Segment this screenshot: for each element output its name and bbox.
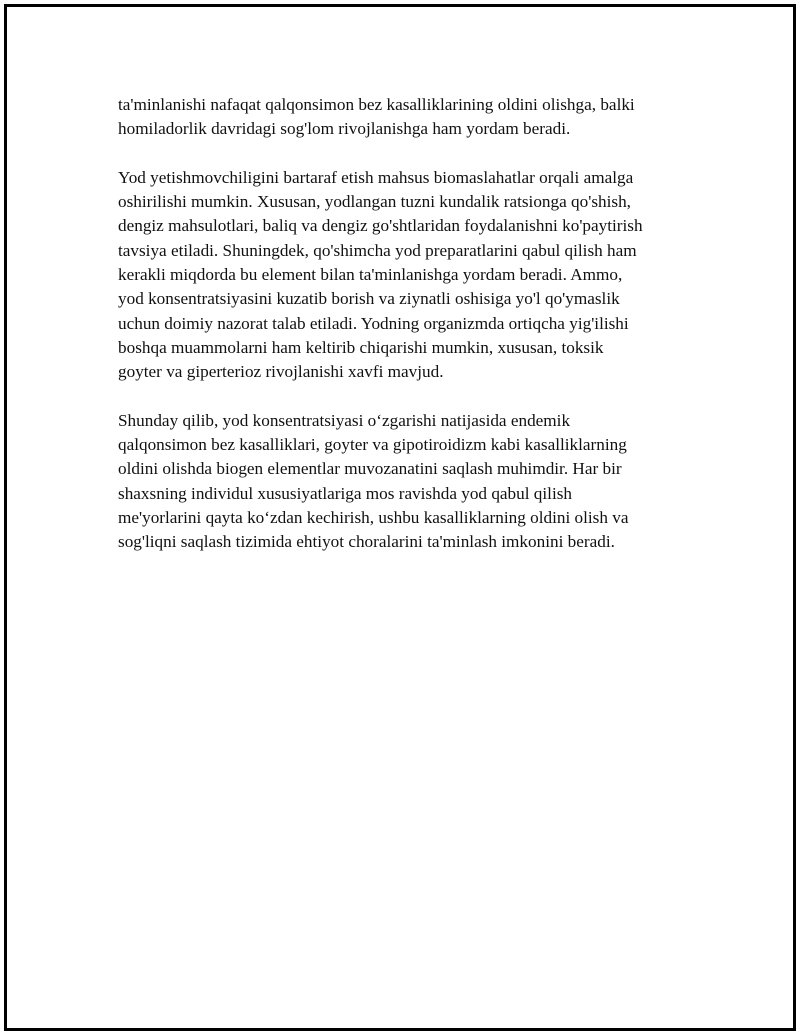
- document-body: [118, 93, 698, 579]
- paragraph-3: Shunday qilib, yod konsentratsiyasi o‘zgarishi natijasida endemik qalqonsimon bez kasalliklari, goyter va gipotiroidizm kabi kasalliklarning oldini olishda biogen elementlar muvozanatini saqlash muhimdir. Har bir shaxsning individul xususiyatlariga mos ravishda yod qabul qilish me'yorlarini qayta ko‘zdan kechirish, ushbu kasalliklarning oldini olish va sog'liqni saqlash tizimida ehtiyot choralarini ta'minlash imkonini beradi.: [118, 410, 629, 552]
- paragraph-2: Yod yetishmovchiligini bartaraf etish mahsus biomaslahatlar orqali amalga oshirilishi mumkin. Xususan, yodlangan tuzni kundalik ratsionga qo'shish, dengiz mahsulotlari, baliq va dengiz go'shtlaridan foydalanishni ko'paytirish tavsiya etiladi. Shuningdek, qo'shimcha yod preparatlarini qabul qilish ham kerakli miqdorda bu element bilan ta'minlanishga yordam beradi. Ammo, yod konsentratsiyasini kuzatib borish va ziynatli oshisiga yo'l qo'ymaslik uchun doimiy nazorat talab etiladi. Yodning organizmda ortiqcha yig'ilishi boshqa muammolarni ham keltirib chiqarishi mumkin, xususan, toksik goyter va giperterioz rivojlanishi xavfi mavjud.: [118, 167, 643, 382]
- paragraph-1: ta'minlanishi nafaqat qalqonsimon bez kasalliklarining oldini olishga, balki homiladorlik davridagi sog'lom rivojlanishga ham yordam beradi.: [118, 95, 635, 139]
